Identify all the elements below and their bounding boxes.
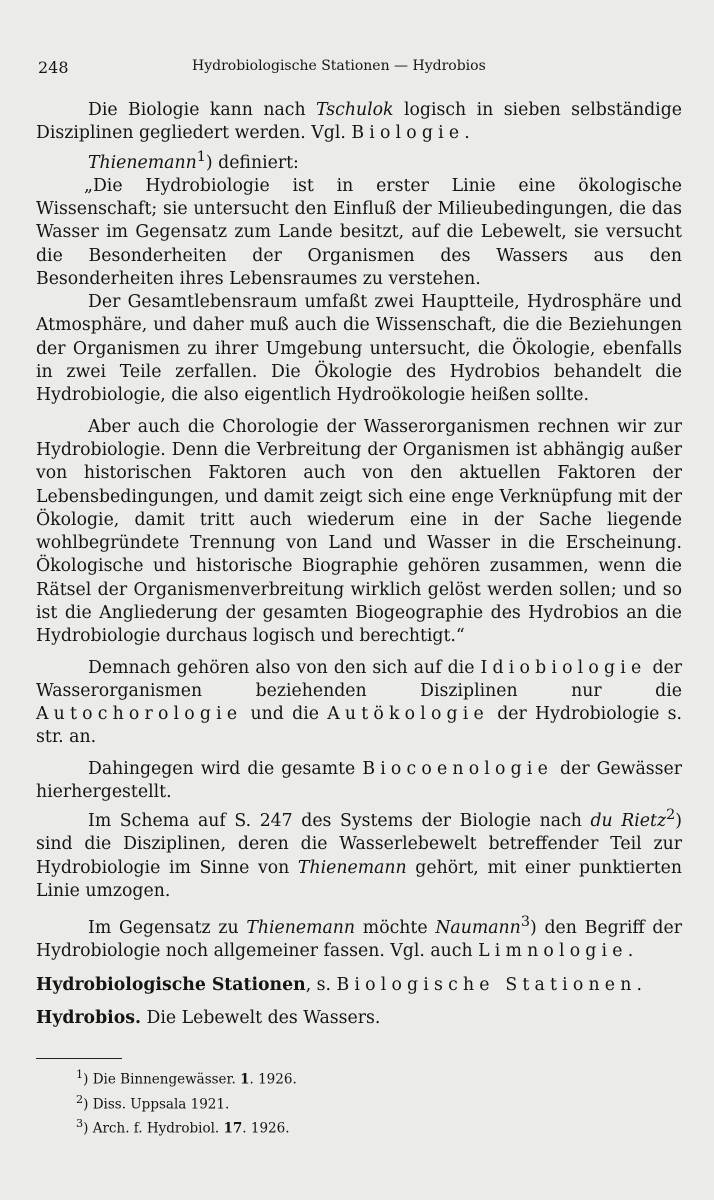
text: der Wasserorganismen beziehenden Disziplinen nur die	[36, 657, 682, 701]
spaced-term: Autökologie	[327, 704, 489, 725]
text: Die Lebewelt des Wassers.	[141, 1007, 381, 1028]
footnote-text: ) Arch. f. Hydrobiol.	[83, 1120, 224, 1137]
paragraph-naumann	[36, 911, 682, 963]
running-title: Hydrobiologische Stationen — Hydrobios	[192, 58, 486, 74]
main-text	[36, 99, 682, 1030]
paragraph-quote-2: Der Gesamtlebensraum umfaßt zwei Hauptteile, Hydrosphäre und Atmosphäre, und daher muß auch die Wissenschaft, die die Beziehungen der Organismen zu ihrer Umgebung untersucht, die Ökologie, ebenfalls in zwei Teile zerfallen. Die Ökologie des Hydrobios behandelt die Hydrobiologie, die also eigentlich Hydroökologie heißen sollte.	[36, 292, 682, 406]
author-name: Thienemann	[246, 918, 356, 939]
paragraph-biologie	[36, 99, 682, 146]
footnote-rule	[36, 1058, 122, 1059]
cross-reference: Biologie	[351, 123, 465, 144]
entry-headword: Hydrobiologische Stationen	[36, 974, 306, 995]
text: Dahingegen wird die gesamte	[88, 758, 363, 779]
entry-headword: Hydrobios.	[36, 1007, 142, 1028]
author-name: Thienemann	[88, 152, 197, 173]
footnote-ref: 3	[520, 914, 530, 931]
text: Im Schema auf S. 247 des Systems der Biologie nach	[88, 811, 591, 832]
text: der Hydrobiologie s. str. an.	[36, 704, 682, 748]
text: und die	[242, 704, 328, 725]
footnote-mark: 2	[76, 1092, 84, 1106]
cross-reference: Limnologie	[478, 941, 628, 962]
text: ) sind die Disziplinen, deren die Wasserlebewelt betreffender Teil zur Hydrobiologie im Sinne von	[36, 811, 682, 878]
text: .	[464, 123, 470, 144]
text: Im Gegensatz zu	[88, 918, 247, 939]
footnote	[76, 1090, 297, 1115]
author-name: Thienemann	[297, 857, 407, 878]
footnotes	[76, 1065, 297, 1139]
footnote-text: ) Die Binnengewässer.	[83, 1071, 241, 1088]
author-name: du Rietz	[590, 811, 667, 832]
text: , s.	[305, 974, 337, 995]
text: logisch in sieben selbständige Disziplinen gegliedert werden. Vgl.	[36, 100, 682, 144]
author-name: Naumann	[435, 918, 521, 939]
footnote-mark: 3	[76, 1117, 84, 1130]
spaced-term: Autochorologie	[36, 704, 243, 725]
volume-number: 1	[240, 1071, 250, 1088]
text: gehört, mit einer punktierten Linie umzogen.	[36, 857, 682, 902]
text: Demnach gehören also von den sich auf die	[88, 657, 481, 678]
footnote-text: ) Diss. Uppsala 1921.	[83, 1096, 230, 1112]
text: .	[636, 974, 643, 995]
paragraph-quote-3: Aber auch die Chorologie der Wasserorganismen rechnen wir zur Hydrobiologie. Denn die Verbreitung der Organismen ist abhängig außer von historischen Faktoren auch von den aktuellen Faktoren der Lebensbedingungen, und damit zeigt sich eine enge Verknüpfung mit der Ökologie, damit tritt auch wiederum eine in der Sache liegende wohlbegründete Trennung von Land und Wasser in die Erscheinung. Ökologische und historische Biographie gehören zusammen, wenn die Rätsel der Organismenverbreitung wirklich gelöst werden sollen; und so ist die Angliederung der gesamten Biogeographie des Hydrobios an die Hydrobiologie durchaus logisch und berechtigt.“	[36, 416, 682, 647]
page-header	[32, 58, 674, 82]
spaced-term: Biocoenologie	[362, 758, 554, 779]
page-number: 248	[38, 58, 69, 77]
paragraph-dahingegen	[36, 758, 682, 805]
footnote	[76, 1065, 297, 1090]
text: .	[627, 941, 634, 962]
cross-reference: Biologische Stationen	[336, 974, 637, 995]
footnote	[76, 1114, 297, 1139]
text: ) definiert:	[205, 152, 299, 173]
text: ) den Begriff der Hydrobiologie noch allgemeiner fassen. Vgl. auch	[36, 918, 682, 962]
footnote-ref: 1	[196, 148, 206, 165]
paragraph-schema	[36, 804, 682, 903]
entry-hydrobios	[36, 1007, 682, 1030]
paragraph-quote-1: „Die Hydrobiologie ist in erster Linie eine ökologische Wissenschaft; sie untersucht den Einfluß der Milieubedingungen, die das Wasser im Gegensatz zum Lande besitzt, auf die Lebewelt, sie versucht die Besonderheiten der Organismen des Wassers aus den Besonderheiten ihres Lebensraumes zu verstehen.	[36, 175, 682, 289]
footnote-mark: 1	[76, 1068, 84, 1081]
paragraph-thienemann	[36, 146, 682, 175]
footnote-year: . 1926.	[242, 1120, 290, 1137]
text: möchte	[355, 918, 436, 939]
footnote-year: . 1926.	[249, 1071, 297, 1088]
footnote-ref: 2	[666, 807, 676, 824]
paragraph-demnach	[36, 657, 682, 750]
author-name: Tschulok	[316, 100, 394, 120]
volume-number: 17	[223, 1120, 243, 1137]
text: der Gewässer hierhergestellt.	[36, 758, 683, 803]
spaced-term: Idiobiologie	[480, 657, 647, 678]
entry-hydrobiologische-stationen	[36, 974, 682, 997]
text: Die Biologie kann nach	[88, 100, 317, 120]
